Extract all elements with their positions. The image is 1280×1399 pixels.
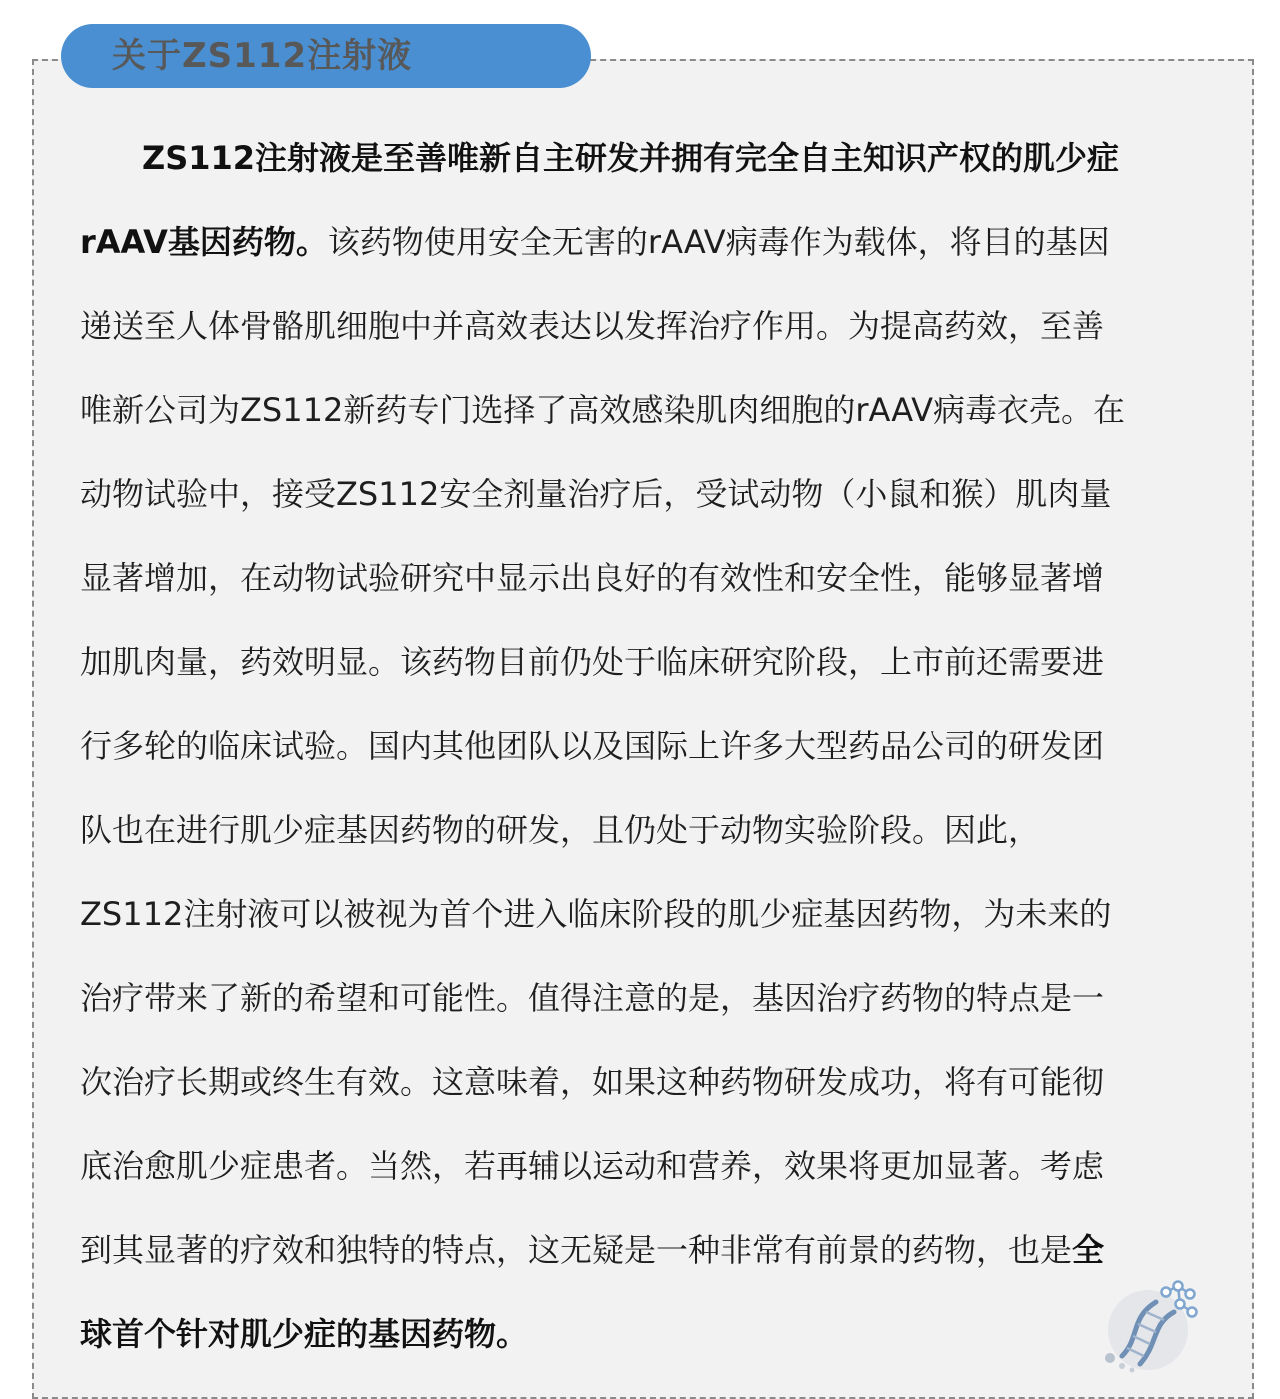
paragraph-line [80, 704, 1215, 788]
paragraph-line [80, 536, 1215, 620]
text-segment: 次治疗长期或终生有效。这意味着，如果这种药物研发成功，将有可能彻 [80, 1063, 1105, 1101]
text-segment: 到其显著的疗效和独特的特点，这无疑是一种非常有前景的药物，也是 [80, 1231, 1073, 1269]
paragraph-line [80, 1124, 1215, 1208]
text-segment: 行多轮的临床试验。国内其他团队以及国际上许多大型药品公司的研发团 [80, 727, 1105, 765]
paragraph-line [80, 1292, 1215, 1376]
bold-text-segment: ZS112注射液是至善唯新自主研发并拥有完全自主知识产权的肌少症 [142, 139, 1120, 177]
paragraph-line [80, 284, 1215, 368]
bold-text-segment: 全 [1072, 1231, 1105, 1269]
text-segment: 显著增加，在动物试验研究中显示出良好的有效性和安全性，能够显著增 [80, 559, 1105, 597]
text-segment: 队也在进行肌少症基因药物的研发，且仍处于动物实验阶段。因此， [80, 811, 1041, 849]
paragraph-line [80, 872, 1215, 956]
paragraph-line [80, 956, 1215, 1040]
text-segment: ZS112注射液可以被视为首个进入临床阶段的肌少症基因药物，为未来的 [80, 895, 1112, 933]
paragraph-line [80, 200, 1215, 284]
paragraph-line [80, 368, 1215, 452]
text-segment: 治疗带来了新的希望和可能性。值得注意的是，基因治疗药物的特点是一 [80, 979, 1105, 1017]
paragraph-line [80, 788, 1215, 872]
text-segment: 唯新公司为ZS112新药专门选择了高效感染肌肉细胞的rAAV病毒衣壳。在 [80, 391, 1125, 429]
paragraph-line [80, 1208, 1215, 1292]
paragraph-line [80, 116, 1215, 200]
paragraph-line [80, 620, 1215, 704]
dna-molecule-icon [1100, 1278, 1200, 1374]
bold-text-segment: rAAV基因药物。 [80, 223, 328, 261]
section-title: 关于ZS112注射液 [112, 36, 413, 76]
text-segment: 底治愈肌少症患者。当然，若再辅以运动和营养，效果将更加显著。考虑 [80, 1147, 1105, 1185]
bold-text-segment: 球首个针对肌少症的基因药物。 [80, 1315, 529, 1353]
paragraph-line [80, 452, 1215, 536]
text-segment: 该药物使用安全无害的rAAV病毒作为载体，将目的基因 [327, 223, 1110, 261]
body-paragraph [80, 116, 1215, 1376]
text-segment: 加肌肉量，药效明显。该药物目前仍处于临床研究阶段，上市前还需要进 [80, 643, 1105, 681]
paragraph-line [80, 1040, 1215, 1124]
text-segment: 动物试验中，接受ZS112安全剂量治疗后，受试动物（小鼠和猴）肌肉量 [80, 475, 1112, 513]
text-segment: 递送至人体骨骼肌细胞中并高效表达以发挥治疗作用。为提高药效，至善 [80, 307, 1105, 345]
